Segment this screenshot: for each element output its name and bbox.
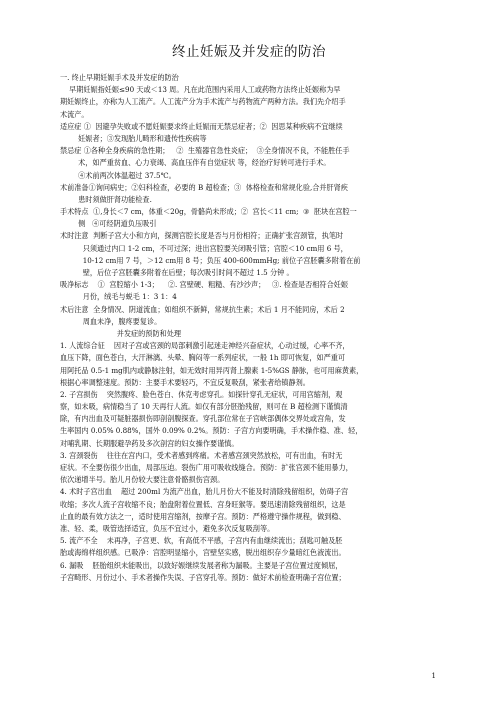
text-line: 症状。不全要伤很少出血，局部压迫。裂伤广用可吸收线缝合。预防：扩张宫颈不能用暴力，	[60, 463, 353, 472]
text-line: 只须通过内口 1-2 cm，不可过深；进出宫腔要关闭吸引管；宫腔＜10 cm用 6 号，	[60, 243, 348, 253]
text-line: 一. 终止早期妊娠手术及并发症的防治	[60, 73, 179, 82]
document-body	[60, 72, 438, 584]
text-line: 察，如未吸，病情稳当了 10 天再行人流。如仅有部分胚胎残留，则可在 B 超检测下谨慎清	[60, 402, 348, 412]
text-line: 生率国内 0.05% 0.88%，国外 0.09% 0.2%。预防：子宫方向要明确，手术操作稳、准、轻，	[60, 426, 363, 436]
text-line: 准、轻、柔，吸管选择适宜，负压不宜过小，避免多次反复吸刮等。	[60, 523, 275, 533]
text-line: 5. 流产不全 未再净，子宫更、软，有高低不平感，子宫内有血继续流出；刮匙可触及胚	[60, 536, 343, 546]
text-line: 吸净标志 ① 宫腔缩小 1-3； ②. 宫壁硬、粗糙、有沙沙声； ③. 检查是否相符合妊娠	[60, 280, 348, 290]
text-line: 月份，绒毛与蜕毛 1：3 1：4	[60, 292, 177, 302]
page-title: 终止妊娠及并发症的防治	[172, 44, 326, 60]
text-line: 血压下降，面色苍白，大汗淋漓、头晕、胸闷等一系列症状，一般 1h 即可恢复，如严重可	[60, 353, 346, 363]
text-line: 妊娠者；③发现胎儿畸形和遗传性疾病等	[60, 133, 207, 143]
text-line: 2. 子宫损伤 突然腹疼、脸色苍白、休克考虑穿孔。如探针穿孔无症状，可用宫缩剂，观	[60, 389, 343, 399]
text-line: 根据心率调整速度。预防：主要手术要轻巧，不宜反复吸刮，紧张者给镇静剂。	[60, 377, 310, 387]
text-line: 3. 宫颈裂伤 往往在宫内口，受术者感到疼痛。术者感宫颈突然放松，可有出血，有时无	[60, 450, 343, 460]
text-line: 适应症 ① 因避孕失败或不愿妊娠要求终止妊娠而无禁忌症者；② 因思某种疾病不宜继续	[60, 121, 343, 131]
text-line: 并发症的预防和处理	[60, 328, 182, 338]
text-line: 子宫畸形、月份过小、手术者操作失误、子宫穿孔等。预防：做好术前检查明确子宫位置；	[60, 572, 346, 582]
text-line: 除，有内出血及可疑脏器损伤即剖剖腹探查。穿孔部位常在子宫峡部偶体交界处或宫角，发	[60, 414, 346, 424]
text-line: 6. 漏吸 胚胎组织未能吸出，以致好娠继续发展者称为漏吸。主要是子宫位置过度倾屈，	[60, 560, 343, 570]
text-line: 手术特点 ①,身长＜7 cm，体重＜20g，骨骼尚未形成；② 宫长＜11 cm; ③ 胚块在宫腔一	[60, 207, 357, 217]
text-line: 早期妊娠指妊娠≤90 天或＜13 周。凡在此范围内采用人工或药物方法终止妊娠称为早	[60, 85, 341, 95]
text-line: 胎或海绵样组织感。已吸净：宫腔明显缩小，宫壁坚实感，脱出组织存少量暗红色液流出。	[60, 548, 346, 558]
text-line: 术时注意 判断子宫大小和方向，探测宫腔长度是否与月份相符；正确扩张宫颈管，执笔时	[60, 231, 344, 241]
text-line: 1. 人流综合征 因对子宫或宫颈的局部刺激引起迷走神经兴奋症状，心动过缓，心率不齐，	[60, 341, 350, 351]
text-line: 对哺乳期、长期服避孕药及多次剖宫的妇女操作要谨慎。	[60, 438, 239, 448]
text-line: 术流产。	[60, 109, 89, 119]
text-line: 周血未净，腹疼要复诊。	[60, 316, 162, 326]
text-line: 术，如严重贫血、心力衰竭、高血压伴有自觉症状 等，经治疗好转可进行手术。	[60, 158, 331, 168]
text-line: 侧 ④可经阴道负压吸引	[60, 219, 157, 229]
text-line: 4. 术时子宫出血 超过 200ml 为流产出血，胎儿月份大不能及时清除残留组织，妨碍子宫	[60, 487, 349, 497]
text-line: 依次递增半号。胎儿月份较大要注意骨骼损伤宫颈。	[60, 475, 225, 485]
text-line: 术前准备①询问病史；②妇科检查，必要的 B 超检查；③ 体格检查和常规化验,合并肝肾疾	[60, 182, 348, 192]
text-line: ④术前两次体温超过 37.5℃。	[60, 170, 176, 180]
text-line: 期妊娠终止，亦称为人工流产。人工流产分为手术流产与药物流产两种方法。我们先介绍手	[60, 97, 346, 107]
text-line: 术后注意 全身情况、阴道流血；如组织不新鲜，常规抗生素；术后 1 月不能同房，术后 2	[60, 304, 345, 314]
text-line: 禁忌症 ①各种全身疾病的急性期； ② 生殖器官急性炎症； ③全身情况不良，不能胜任手	[60, 146, 350, 156]
text-line: 止血的最有效方法之一，适时使用宫缩剂，按摩子宫。预防：严格遵守操作规程，做到稳、	[60, 511, 346, 521]
text-line: 用阿托品 0.5-1 mg肌内或静脉注射，如无效时用异丙肾上腺素 1-5%GS 静脉，也可用麻黄素，	[60, 365, 364, 375]
text-line: 收缩；多次人流子宫收缩不良；胎盘附着位置低、宫身旺猴等。要迅速清除残留组织，这是	[60, 499, 346, 509]
text-line: 10-12 cm用 7 号，＞12 cm用 8 号；负压 400-600mmHg; 前位子宫胚囊多附着在前	[60, 255, 361, 265]
page-number: 1	[431, 672, 436, 680]
text-line: 壁，后位子宫胚囊多附着在后壁；每次吸引时间不超过 1.5 分钟 。	[60, 268, 294, 277]
text-line: 患时须做肝肾功能检查.	[60, 194, 152, 204]
